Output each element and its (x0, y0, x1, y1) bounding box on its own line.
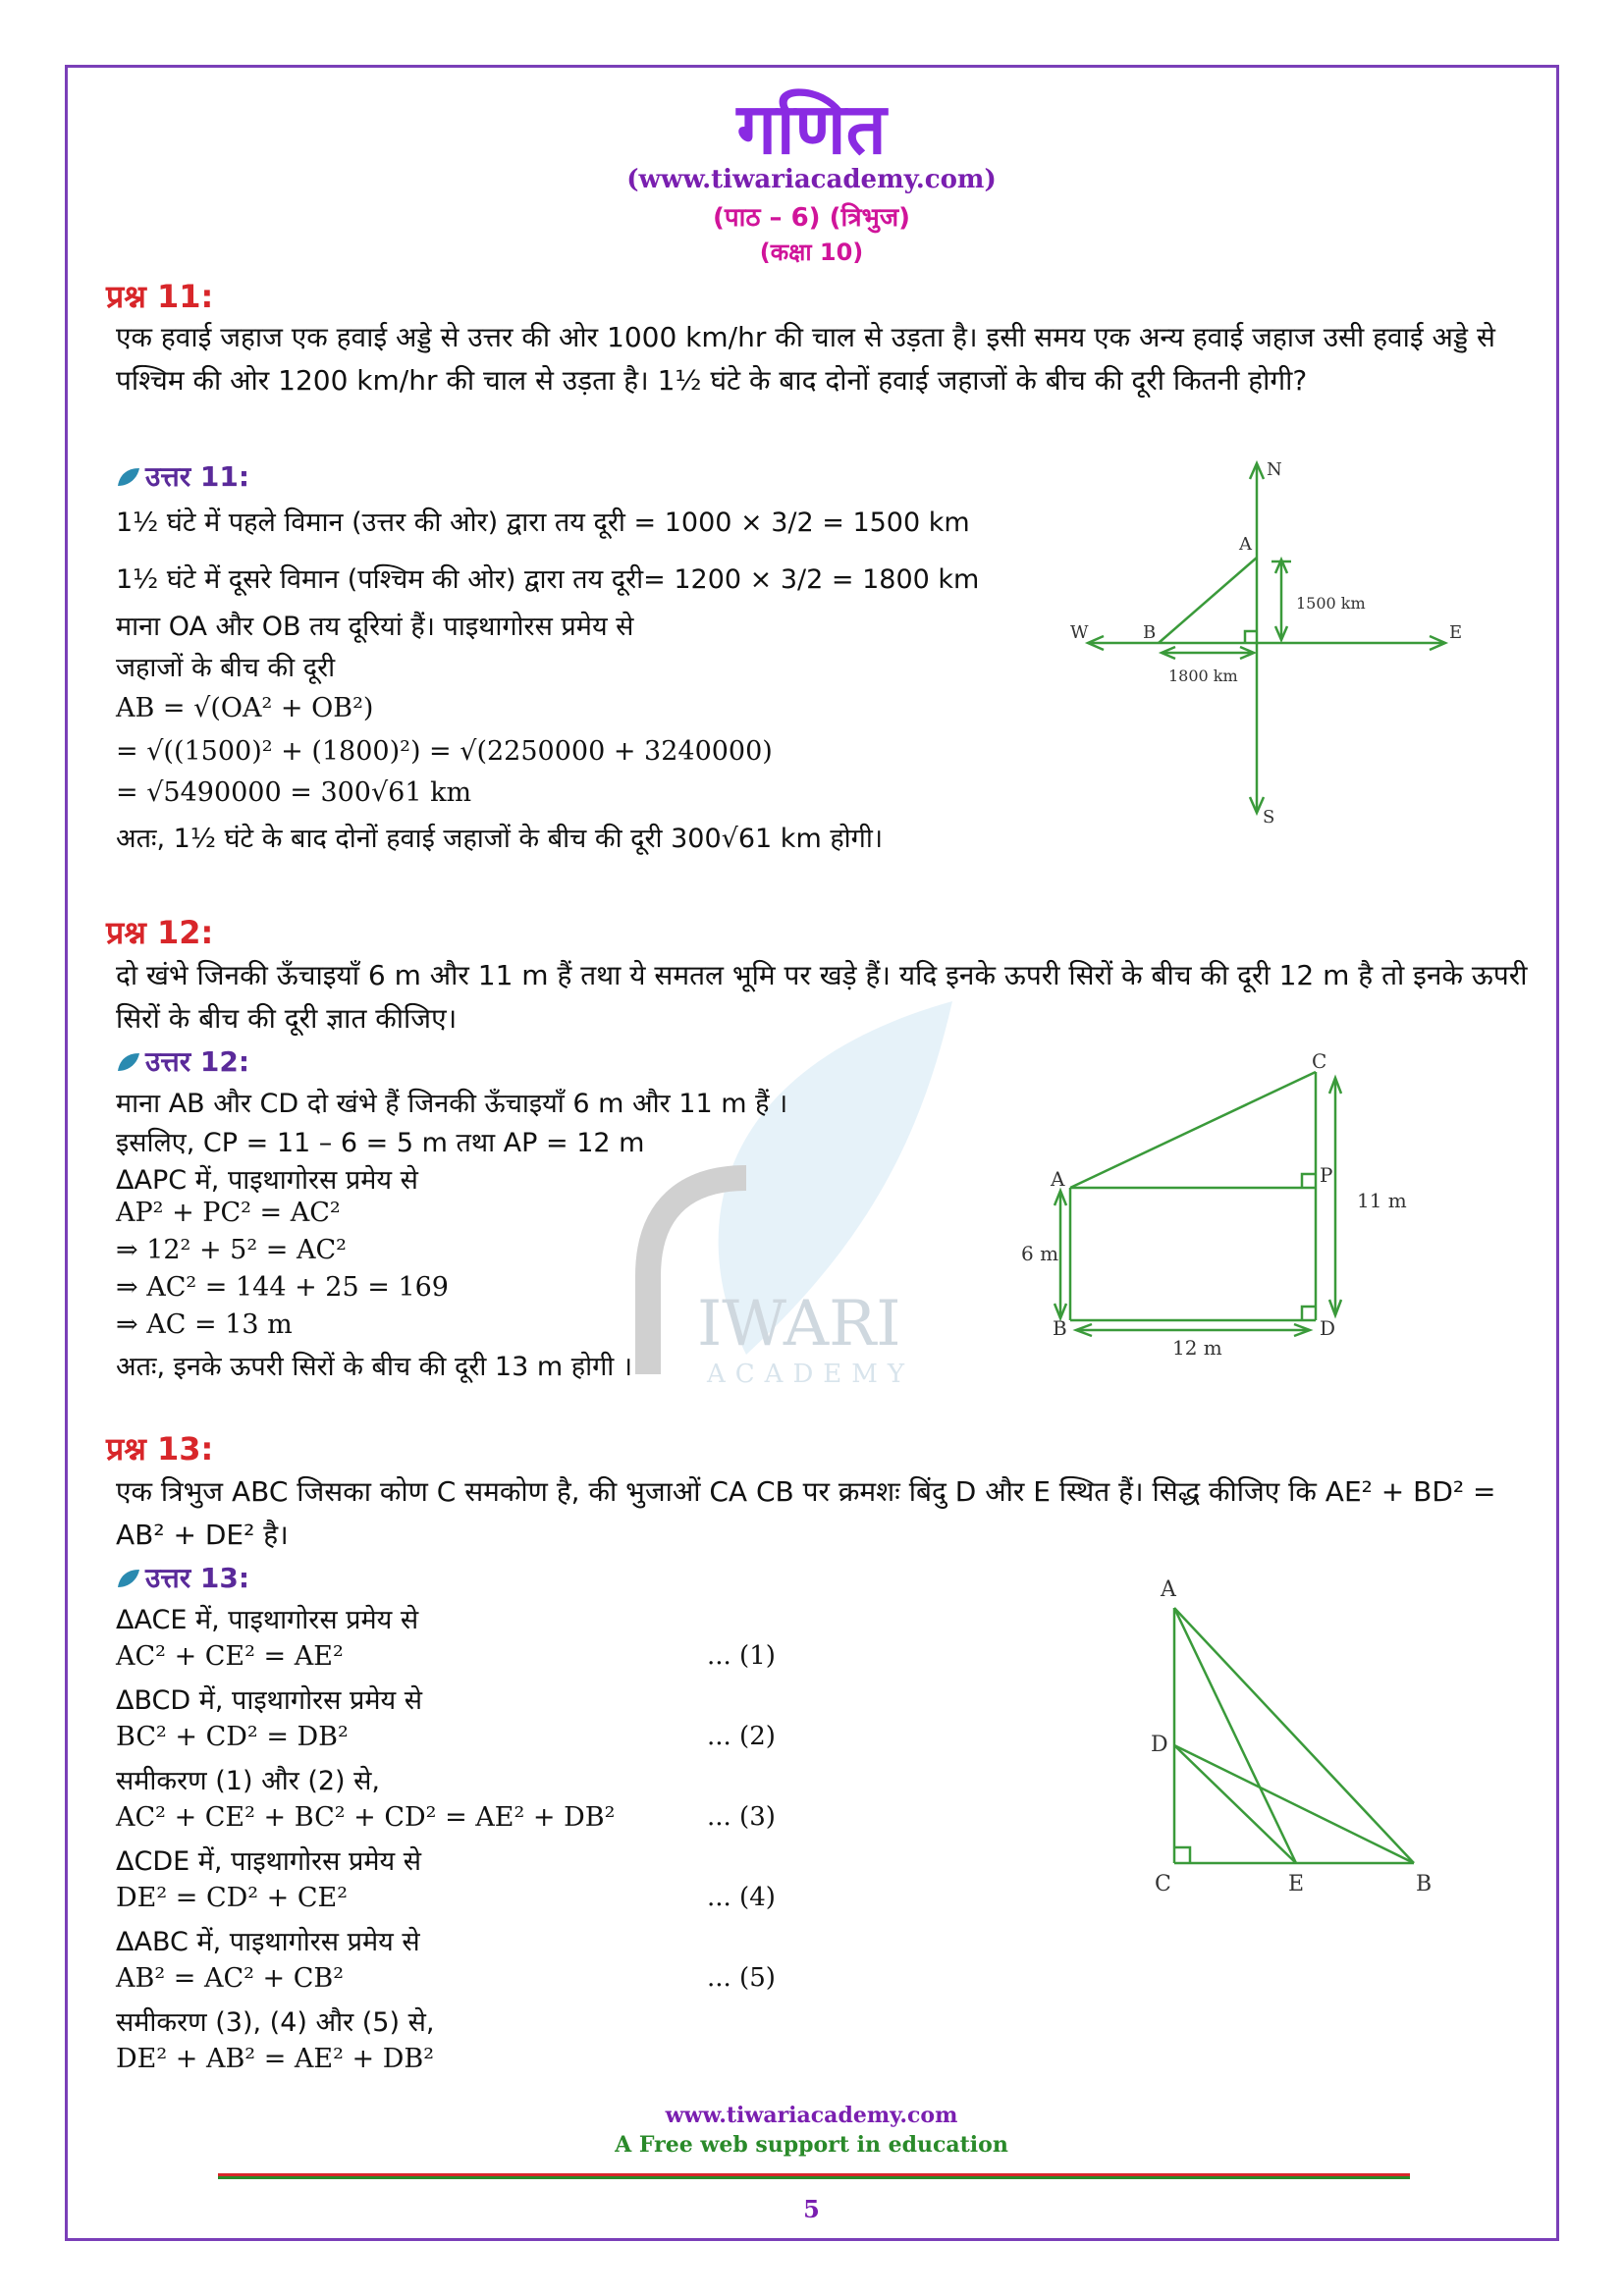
answer-13-line: AB² = AC² + CB² (116, 1963, 345, 1994)
watermark-subtext: ACADEMY (707, 1360, 915, 1389)
tiwari-academy-watermark (628, 982, 1001, 1394)
equation-number: ... (2) (707, 1722, 776, 1751)
equation-number: ... (5) (707, 1963, 776, 1993)
page-title: गणित (736, 87, 887, 170)
label-d: D (1151, 1733, 1168, 1757)
label-a: A (1051, 1167, 1065, 1191)
answer-13-line: ΔACE में, पाइथागोरस प्रमेय से (116, 1605, 419, 1635)
answer-13-line: समीकरण (3), (4) और (5) से, (116, 2007, 435, 2038)
answer-13-line: ΔCDE में, पाइथागोरस प्रमेय से (116, 1846, 421, 1877)
answer-11-line: 1½ घंटे में दूसरे विमान (पश्चिम की ओर) द्वारा तय दूरी= 1200 × 3/2 = 1800 km (116, 564, 980, 595)
answer-12-line: अतः, इनके ऊपरी सिरों के बीच की दूरी 13 m होगी । (116, 1352, 633, 1382)
answer-11-line: जहाजों के बीच की दूरी (116, 653, 336, 683)
footer-divider (218, 2173, 1410, 2179)
answer-11-label (116, 457, 249, 495)
answer-12-line: ⇒ AC = 13 m (116, 1309, 293, 1340)
label-e: E (1449, 622, 1463, 643)
footer-tagline: A Free web support in education (615, 2132, 1008, 2158)
label-1800: 1800 km (1168, 667, 1238, 685)
answer-12-line: ΔAPC में, पाइथागोरस प्रमेय से (116, 1165, 418, 1196)
answer-13-line: समीकरण (1) और (2) से, (116, 1766, 381, 1796)
answer-11-line: = √((1500)² + (1800)²) = √(2250000 + 3240000) (116, 736, 773, 767)
label-6m: 6 m (1021, 1242, 1059, 1265)
leaf-icon (116, 1568, 141, 1589)
label-b: B (1143, 622, 1157, 643)
question-13-text: एक त्रिभुज ABC जिसका कोण C समकोण है, की भुजाओं CA CB पर क्रमशः बिंदु D और E स्थित हैं। सिद्ध कीजिए कि AE² + BD² = AB² + DE² है। (116, 1475, 1496, 1551)
answer-11-line: = √5490000 = 300√61 km (116, 777, 472, 808)
label-d: D (1320, 1316, 1336, 1340)
equation-number: ... (1) (707, 1641, 776, 1671)
answer-12-line: माना AB और CD दो खंभे हैं जिनकी ऊँचाइयाँ 6 m और 11 m हैं । (116, 1089, 788, 1119)
label-e: E (1288, 1872, 1305, 1896)
equation-number: ... (4) (707, 1883, 776, 1912)
label-1500: 1500 km (1296, 594, 1366, 613)
answer-12-line: ⇒ 12² + 5² = AC² (116, 1235, 347, 1265)
leaf-icon (116, 1051, 141, 1073)
page-number: 5 (803, 2195, 820, 2223)
answer-13-line: AC² + CE² = AE² (116, 1641, 344, 1672)
answer-13-line: BC² + CD² = DB² (116, 1722, 349, 1752)
question-13-label: प्रश्न 13: (106, 1430, 214, 1468)
chapter-title: (पाठ – 6) (त्रिभुज) (712, 203, 911, 233)
poles-diagram (1021, 1050, 1434, 1364)
label-b: B (1053, 1316, 1067, 1340)
label-11m: 11 m (1357, 1189, 1407, 1212)
label-n: N (1267, 459, 1282, 480)
triangle-diagram (1139, 1571, 1453, 1904)
answer-13-line: AC² + CE² + BC² + CD² = AE² + DB² (116, 1802, 616, 1833)
footer-url[interactable]: www.tiwariacademy.com (665, 2103, 958, 2128)
answer-13-line: DE² = CD² + CE² (116, 1883, 349, 1913)
answer-13-line: ΔBCD में, पाइथागोरस प्रमेय से (116, 1685, 422, 1716)
answer-12-line: ⇒ AC² = 144 + 25 = 169 (116, 1272, 449, 1303)
answer-12-line: AP² + PC² = AC² (116, 1198, 341, 1228)
answer-11-line: 1½ घंटे में पहले विमान (उत्तर की ओर) द्वारा तय दूरी = 1000 × 3/2 = 1500 km (116, 507, 970, 538)
header-url[interactable]: (www.tiwariacademy.com) (626, 165, 997, 194)
label-c: C (1312, 1050, 1327, 1073)
answer-13-line: ΔABC में, पाइथागोरस प्रमेय से (116, 1927, 420, 1957)
answer-13-line: DE² + AB² = AE² + DB² (116, 2044, 435, 2074)
answer-12-label (116, 1042, 249, 1080)
answer-13-text: उत्तर 13: (145, 1562, 250, 1594)
watermark-text: IWARI (697, 1288, 901, 1361)
answer-12-line: इसलिए, CP = 11 – 6 = 5 m तथा AP = 12 m (116, 1128, 645, 1158)
label-c: C (1155, 1872, 1171, 1896)
question-11-text: एक हवाई जहाज एक हवाई अड्डे से उत्तर की ओर 1000 km/hr की चाल से उड़ता है। इसी समय एक अन्य हवाई जहाज उसी हवाई अड्डे से पश्चिम की ओर 1200 km/hr की चाल से उड़ता है। 1½ घंटे के बाद दोनों हवाई जहाजों के बीच की दूरी कितनी होगी? (116, 321, 1495, 397)
answer-11-text: उत्तर 11: (145, 460, 250, 493)
airplane-diagram (1060, 452, 1473, 825)
answer-13-label (116, 1559, 249, 1596)
label-a: A (1239, 534, 1252, 555)
label-p: P (1320, 1163, 1333, 1187)
label-w: W (1070, 622, 1089, 643)
label-b: B (1416, 1872, 1433, 1896)
answer-11-line: माना OA और OB तय दूरियां हैं। पाइथागोरस प्रमेय से (116, 612, 634, 642)
class-label: (कक्षा 10) (759, 239, 864, 266)
answer-12-text: उत्तर 12: (145, 1045, 250, 1078)
leaf-icon (116, 466, 141, 488)
answer-11-line: अतः, 1½ घंटे के बाद दोनों हवाई जहाजों के बीच की दूरी 300√61 km होगी। (116, 824, 884, 854)
label-s: S (1263, 807, 1275, 825)
label-a: A (1161, 1577, 1176, 1602)
equation-number: ... (3) (707, 1802, 776, 1832)
question-12-text: दो खंभे जिनकी ऊँचाइयाँ 6 m और 11 m हैं तथा ये समतल भूमि पर खड़े हैं। यदि इनके ऊपरी सिरों के बीच की दूरी 12 m है तो इनके ऊपरी सिरों के बीच की दूरी ज्ञात कीजिए। (116, 959, 1528, 1035)
question-11-label: प्रश्न 11: (106, 278, 214, 315)
answer-11-line: AB = √(OA² + OB²) (116, 693, 374, 723)
question-12-label: प्रश्न 12: (106, 914, 214, 951)
label-12m: 12 m (1172, 1336, 1222, 1360)
